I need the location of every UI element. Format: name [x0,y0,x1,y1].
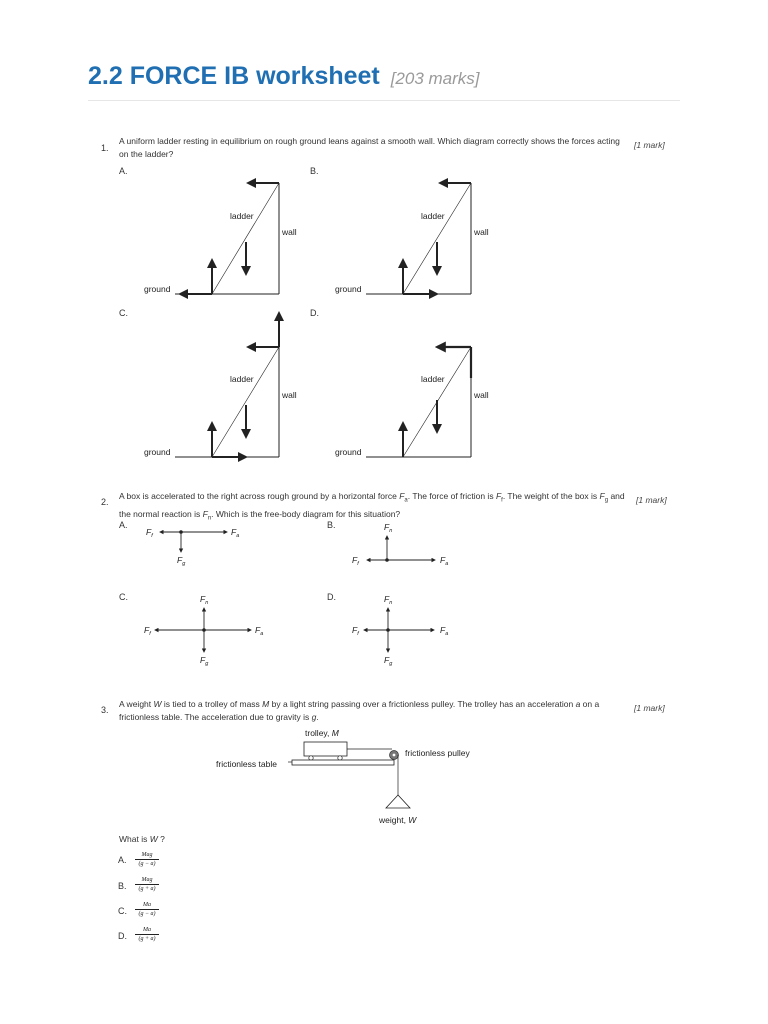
weight-label: $F_g$ [177,555,186,567]
q1-ladder-diagrams [0,0,768,470]
pulley-axle [393,754,396,757]
ladder-label: ladder [230,374,254,384]
question-2-marks: [1 mark] [636,495,667,505]
fraction-denominator: (g − a) [138,861,156,867]
friction-label: $F_f$ [146,527,153,539]
total-marks: [203 marks] [390,69,480,88]
question-3-text: A weight W is tied to a trolley of mass M by a light string passing over a frictionless pulley. The trolley has an acceleration a on a frictionless table. The acceleration due to gravity is g. [119,699,600,722]
q1-diagram-c [144,313,297,457]
ground-label: ground [335,447,362,457]
q1-diagram-b [335,183,489,294]
weight-label: $F_g$ [200,655,209,667]
applied-force-label: $F_a$ [440,555,449,567]
wall-label: wall [474,227,489,237]
ladder-line [212,183,279,294]
pulley-label: frictionless pulley [405,748,470,758]
q1-option-c-label: C. [119,308,128,318]
fraction-numerator: Mag [135,852,159,860]
wall-label: wall [282,227,297,237]
table-top [292,760,394,765]
page-title-text: 2.2 FORCE IB worksheet [88,62,380,90]
fraction-numerator: Ma [135,927,159,935]
q3-option-d-label: D. [118,931,127,941]
question-3-prompt: What is W ? [119,834,165,844]
q3-option-b-fraction [135,877,159,892]
table-label: frictionless table [216,759,277,769]
fraction-denominator: (g + a) [138,886,156,892]
q3-option-d-fraction [135,927,159,942]
normal-force-label: $F_n$ [200,594,209,606]
question-1-number: 1. [101,143,109,153]
normal-force-label: $F_n$ [384,522,393,534]
fraction-denominator: (g + a) [138,936,156,942]
ladder-label: ladder [230,211,254,221]
wall-label: wall [474,390,489,400]
q2-diagram-c [144,594,263,667]
applied-force-label: $F_a$ [440,625,449,637]
q3-option-c-fraction [135,902,159,917]
fraction-denominator: (g − a) [138,911,156,917]
friction-label: $F_f$ [352,555,359,567]
q2-diagram-b [352,522,448,567]
question-3-number: 3. [101,705,109,715]
question-2-text: A box is accelerated to the right across rough ground by a horizontal force $F_a$. The force of friction is $F_f$. The weight of the box is $F_g$ and the normal reaction is $F_n$. Which is the free-body diagram for this situation? [119,491,625,522]
ladder-line [403,183,471,294]
q2-option-c-label: C. [119,592,128,602]
ground-label: ground [335,284,362,294]
q3-option-a-fraction [135,852,159,867]
weight-label: $F_g$ [384,655,393,667]
ladder-line [212,347,279,457]
fraction-numerator: Mag [135,877,159,885]
trolley-body [304,742,347,756]
trolley-label: trolley, M [305,728,339,738]
normal-force-label: $F_n$ [384,594,393,606]
ladder-label: ladder [421,211,445,221]
ground-label: ground [144,447,171,457]
applied-force-label: $F_a$ [231,527,240,539]
question-3-marks: [1 mark] [634,703,665,713]
q3-pulley-diagram [0,725,768,830]
q3-option-b-label: B. [118,881,127,891]
ground-label: ground [144,284,171,294]
q2-diagram-d [352,594,448,667]
friction-label: $F_f$ [144,625,151,637]
trolley-wheel-right [338,756,342,760]
friction-label: $F_f$ [352,625,359,637]
ladder-label: ladder [421,374,445,384]
q3-option-a-label: A. [118,855,127,865]
question-2-number: 2. [101,497,109,507]
q3-option-c-label: C. [118,906,127,916]
q2-diagram-a [146,527,239,567]
q2-option-b-label: B. [327,520,336,530]
q2-free-body-diagrams [0,515,768,675]
hanging-weight [386,795,410,808]
q1-diagram-d [335,347,489,457]
trolley-wheel-left [309,756,313,760]
wall-label: wall [282,390,297,400]
applied-force-label: $F_a$ [255,625,264,637]
weight-label: weight, W [379,815,417,825]
question-1-marks: [1 mark] [634,140,665,150]
question-1-text: A uniform ladder resting in equilibrium on rough ground leans against a smooth wall. Which diagram correctly shows the forces acting on the ladder? [119,136,620,159]
fraction-numerator: Ma [135,902,159,910]
q1-diagram-a [144,183,297,294]
q2-option-a-label: A. [119,520,128,530]
q1-option-a-label: A. [119,166,128,176]
q1-option-d-label: D. [310,308,319,318]
q2-option-d-label: D. [327,592,336,602]
q1-option-b-label: B. [310,166,319,176]
